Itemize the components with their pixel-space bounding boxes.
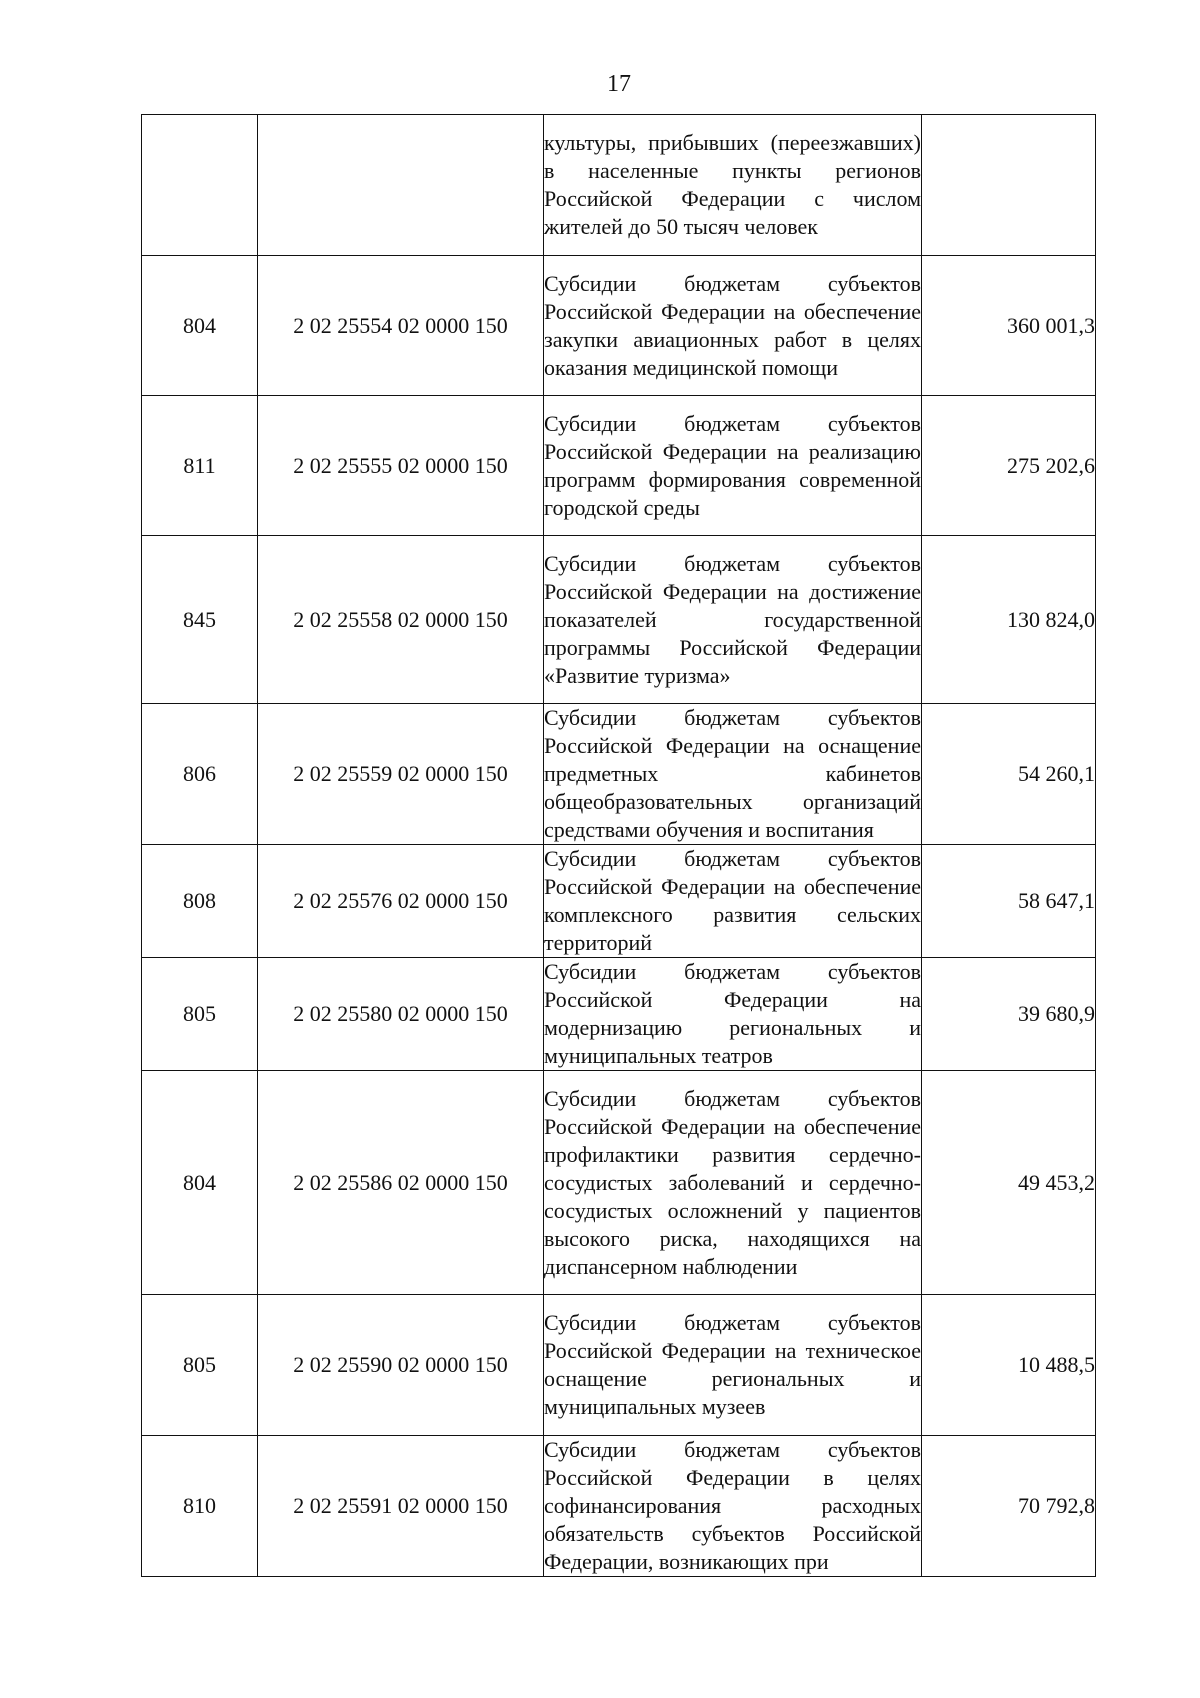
budget-code-cell: 2 02 25591 02 0000 150 [258,1436,544,1577]
amount-cell: 10 488,5 [922,1295,1096,1436]
admin-code-cell: 804 [142,1071,258,1295]
description-cell: Субсидии бюджетам субъектов Российской Федерации на обеспечение профилактики развития сердечно-сосудистых заболеваний и сердечно-сосудистых осложнений у пациентов высокого риска, находящихся на диспансерном наблюдении [544,1071,922,1295]
table-row [142,115,1096,256]
budget-code-cell: 2 02 25554 02 0000 150 [258,256,544,396]
amount-cell: 360 001,3 [922,256,1096,396]
amount-cell [922,115,1096,256]
budget-code-cell [258,115,544,256]
admin-code-cell: 805 [142,958,258,1071]
description-cell: Субсидии бюджетам субъектов Российской Федерации на реализацию программ формирования современной городской среды [544,396,922,536]
description-cell: Субсидии бюджетам субъектов Российской Федерации на обеспечение закупки авиационных работ в целях оказания медицинской помощи [544,256,922,396]
admin-code-cell: 805 [142,1295,258,1436]
admin-code-cell [142,115,258,256]
description-cell: Субсидии бюджетам субъектов Российской Федерации на обеспечение комплексного развития сельских территорий [544,845,922,958]
admin-code-cell: 811 [142,396,258,536]
budget-table-body [142,115,1096,1577]
budget-code-cell: 2 02 25590 02 0000 150 [258,1295,544,1436]
amount-cell: 58 647,1 [922,845,1096,958]
admin-code-cell: 808 [142,845,258,958]
amount-cell: 130 824,0 [922,536,1096,704]
page-number: 17 [607,71,631,97]
table-row [142,396,1096,536]
description-cell: Субсидии бюджетам субъектов Российской Федерации на оснащение предметных кабинетов общеобразовательных организаций средствами обучения и воспитания [544,704,922,845]
description-cell: культуры, прибывших (переезжавших) в населенные пункты регионов Российской Федерации с числом жителей до 50 тысяч человек [544,115,922,256]
table-row [142,1436,1096,1577]
amount-cell: 54 260,1 [922,704,1096,845]
admin-code-cell: 810 [142,1436,258,1577]
admin-code-cell: 804 [142,256,258,396]
description-cell: Субсидии бюджетам субъектов Российской Федерации на модернизацию региональных и муниципальных театров [544,958,922,1071]
table-row [142,1071,1096,1295]
description-cell: Субсидии бюджетам субъектов Российской Федерации на достижение показателей государственной программы Российской Федерации «Развитие туризма» [544,536,922,704]
table-row [142,536,1096,704]
amount-cell: 275 202,6 [922,396,1096,536]
table-row [142,256,1096,396]
amount-cell: 39 680,9 [922,958,1096,1071]
admin-code-cell: 845 [142,536,258,704]
budget-code-cell: 2 02 25555 02 0000 150 [258,396,544,536]
table-row [142,958,1096,1071]
budget-code-cell: 2 02 25558 02 0000 150 [258,536,544,704]
table-row [142,1295,1096,1436]
description-cell: Субсидии бюджетам субъектов Российской Федерации на техническое оснащение региональных и муниципальных музеев [544,1295,922,1436]
admin-code-cell: 806 [142,704,258,845]
budget-code-cell: 2 02 25586 02 0000 150 [258,1071,544,1295]
table-row [142,845,1096,958]
budget-code-cell: 2 02 25580 02 0000 150 [258,958,544,1071]
budget-table [141,114,1096,1577]
description-cell: Субсидии бюджетам субъектов Российской Федерации в целях софинансирования расходных обязательств субъектов Российской Федерации, возникающих при [544,1436,922,1577]
amount-cell: 70 792,8 [922,1436,1096,1577]
amount-cell: 49 453,2 [922,1071,1096,1295]
budget-code-cell: 2 02 25576 02 0000 150 [258,845,544,958]
budget-code-cell: 2 02 25559 02 0000 150 [258,704,544,845]
table-row [142,704,1096,845]
